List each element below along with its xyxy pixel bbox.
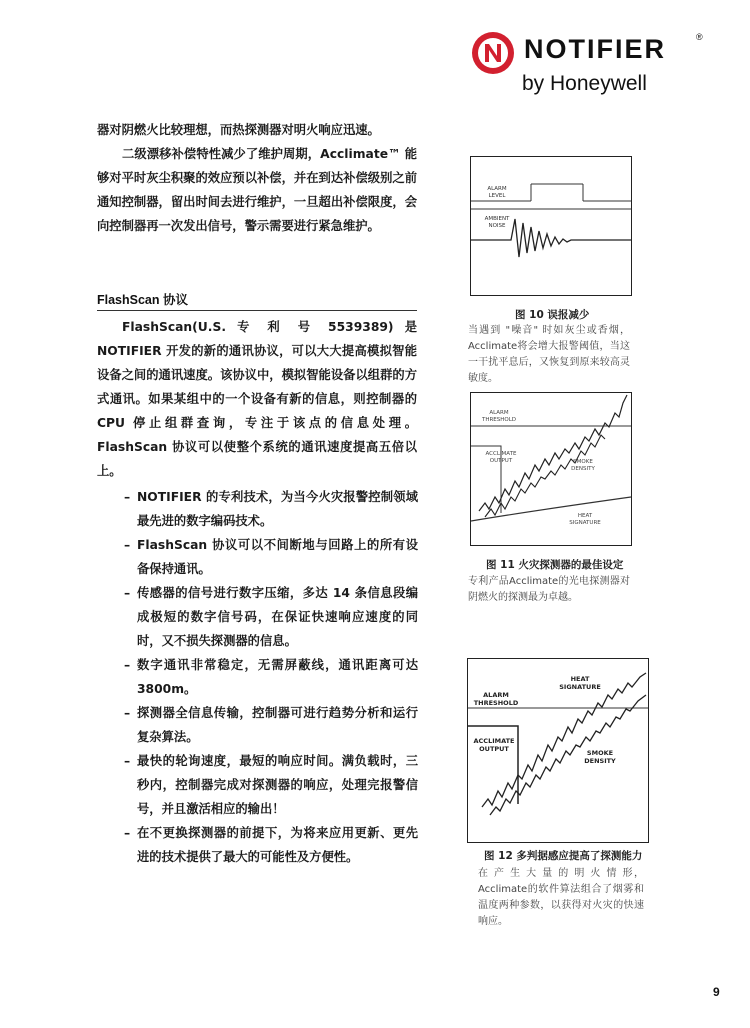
list-item: – FlashScan 协议可以不间断地与回路上的所有设备保持通讯。 xyxy=(124,538,418,576)
figure-12 xyxy=(467,658,649,843)
paragraph-1: 器对阴燃火比较理想，而热探测器对明火响应迅速。 xyxy=(97,123,380,137)
fig12-description: 在 产 生 大 量 的 明 火 情 形，Acclimate的软件算法组合了烟雾和温度两种参数，以获得对火灾的快速响应。 xyxy=(478,868,644,927)
section-divider xyxy=(97,310,417,311)
fig11-acclimate-output-label: ACCLIMATE OUTPUT xyxy=(485,451,517,464)
fig10-ambient-noise-label: AMBIENT NOISE xyxy=(484,216,510,229)
figure-11 xyxy=(470,392,632,546)
fig12-caption: 图 12 多判据感应提高了探测能力 xyxy=(484,850,643,862)
fig10-alarm-level-label: ALARM LEVEL xyxy=(487,186,507,199)
feature-list xyxy=(124,485,418,869)
fig10-diagram xyxy=(471,157,631,295)
fig12-diagram xyxy=(468,659,648,842)
list-item: – 在不更换探测器的前提下，为将来应用更新、更先进的技术提供了最大的可能性及方便性。 xyxy=(124,826,418,864)
section-paragraph: FlashScan(U.S. 专 利 号 5539389) 是 NOTIFIER 开发的新的通讯协议，可以大大提高模拟智能设备之间的通讯速度。该协议中，模拟智能设备以组群的方式通讯。如果某组中的一个设备有新的信息，则控制器的 CPU 停止组群查询，专注于该点的信息处理。FlashScan 协议可以使整个系统的通讯速度提高五倍以上。 xyxy=(97,320,417,478)
fig11-caption: 图 11 火灾探测器的最佳设定 xyxy=(486,559,624,571)
fig12-alarm-threshold-label: ALARM THRESHOLD xyxy=(473,691,519,707)
figure-10 xyxy=(470,156,632,296)
list-item: – 传感器的信号进行数字压缩，多达 14 条信息段编成极短的数字信号码，在保证快速响应速度的同时，又不损失探测器的信息。 xyxy=(124,586,418,648)
fig10-caption: 图 10 误报减少 xyxy=(515,309,590,321)
fig12-smoke-density-label: SMOKE DENSITY xyxy=(584,749,616,765)
fig12-heat-signature-label: HEAT SIGNATURE xyxy=(559,675,601,691)
list-item: – 数字通讯非常稳定，无需屏蔽线，通讯距离可达 3800m。 xyxy=(124,658,418,696)
section-title: FlashScan 协议 xyxy=(97,293,188,307)
fig12-acclimate-output-label: ACCLIMATE OUTPUT xyxy=(473,737,515,753)
fig11-alarm-threshold-label: ALARM THRESHOLD xyxy=(481,410,517,423)
fig11-smoke-density-label: SMOKE DENSITY xyxy=(571,459,595,472)
intro-text xyxy=(97,118,417,238)
brand-name: NOTIFIER xyxy=(524,34,666,64)
notifier-n-circle-logo-icon xyxy=(470,30,516,76)
registered-mark: ® xyxy=(696,32,703,42)
list-item: – 探测器全信息传输，控制器可进行趋势分析和运行复杂算法。 xyxy=(124,706,418,744)
paragraph-2: 二级漂移补偿特性减少了维护周期，Acclimate™ 能够对平时灰尘积聚的效应预以补偿，并在到达补偿级别之前通知控制器，留出时间去进行维护，一旦超出补偿限度，会向控制器再一次发出信号，警示需要进行紧急维护。 xyxy=(97,147,417,233)
sub-brand: by Honeywell xyxy=(522,72,647,95)
fig10-description: 当遇到 "噪音" 时如灰尘或香烟，Acclimate将会增大报警阈值，当这一干扰平息后，又恢复到原来较高灵敏度。 xyxy=(468,325,630,384)
list-item: – 最快的轮询速度，最短的响应时间。满负载时，三秒内，控制器完成对探测器的响应，处理完报警信号，并且激活相应的输出！ xyxy=(124,754,418,816)
fig11-description: 专利产品Acclimate的光电探测器对阴燃火的探测最为卓越。 xyxy=(468,576,630,603)
section-body xyxy=(97,315,417,483)
fig11-heat-signature-label: HEAT SIGNATURE xyxy=(569,513,601,526)
page-number: 9 xyxy=(713,985,720,999)
notifier-logo xyxy=(470,30,720,100)
fig11-diagram xyxy=(471,393,631,545)
list-item: – NOTIFIER 的专利技术，为当今火灾报警控制领域最先进的数字编码技术。 xyxy=(124,490,418,528)
